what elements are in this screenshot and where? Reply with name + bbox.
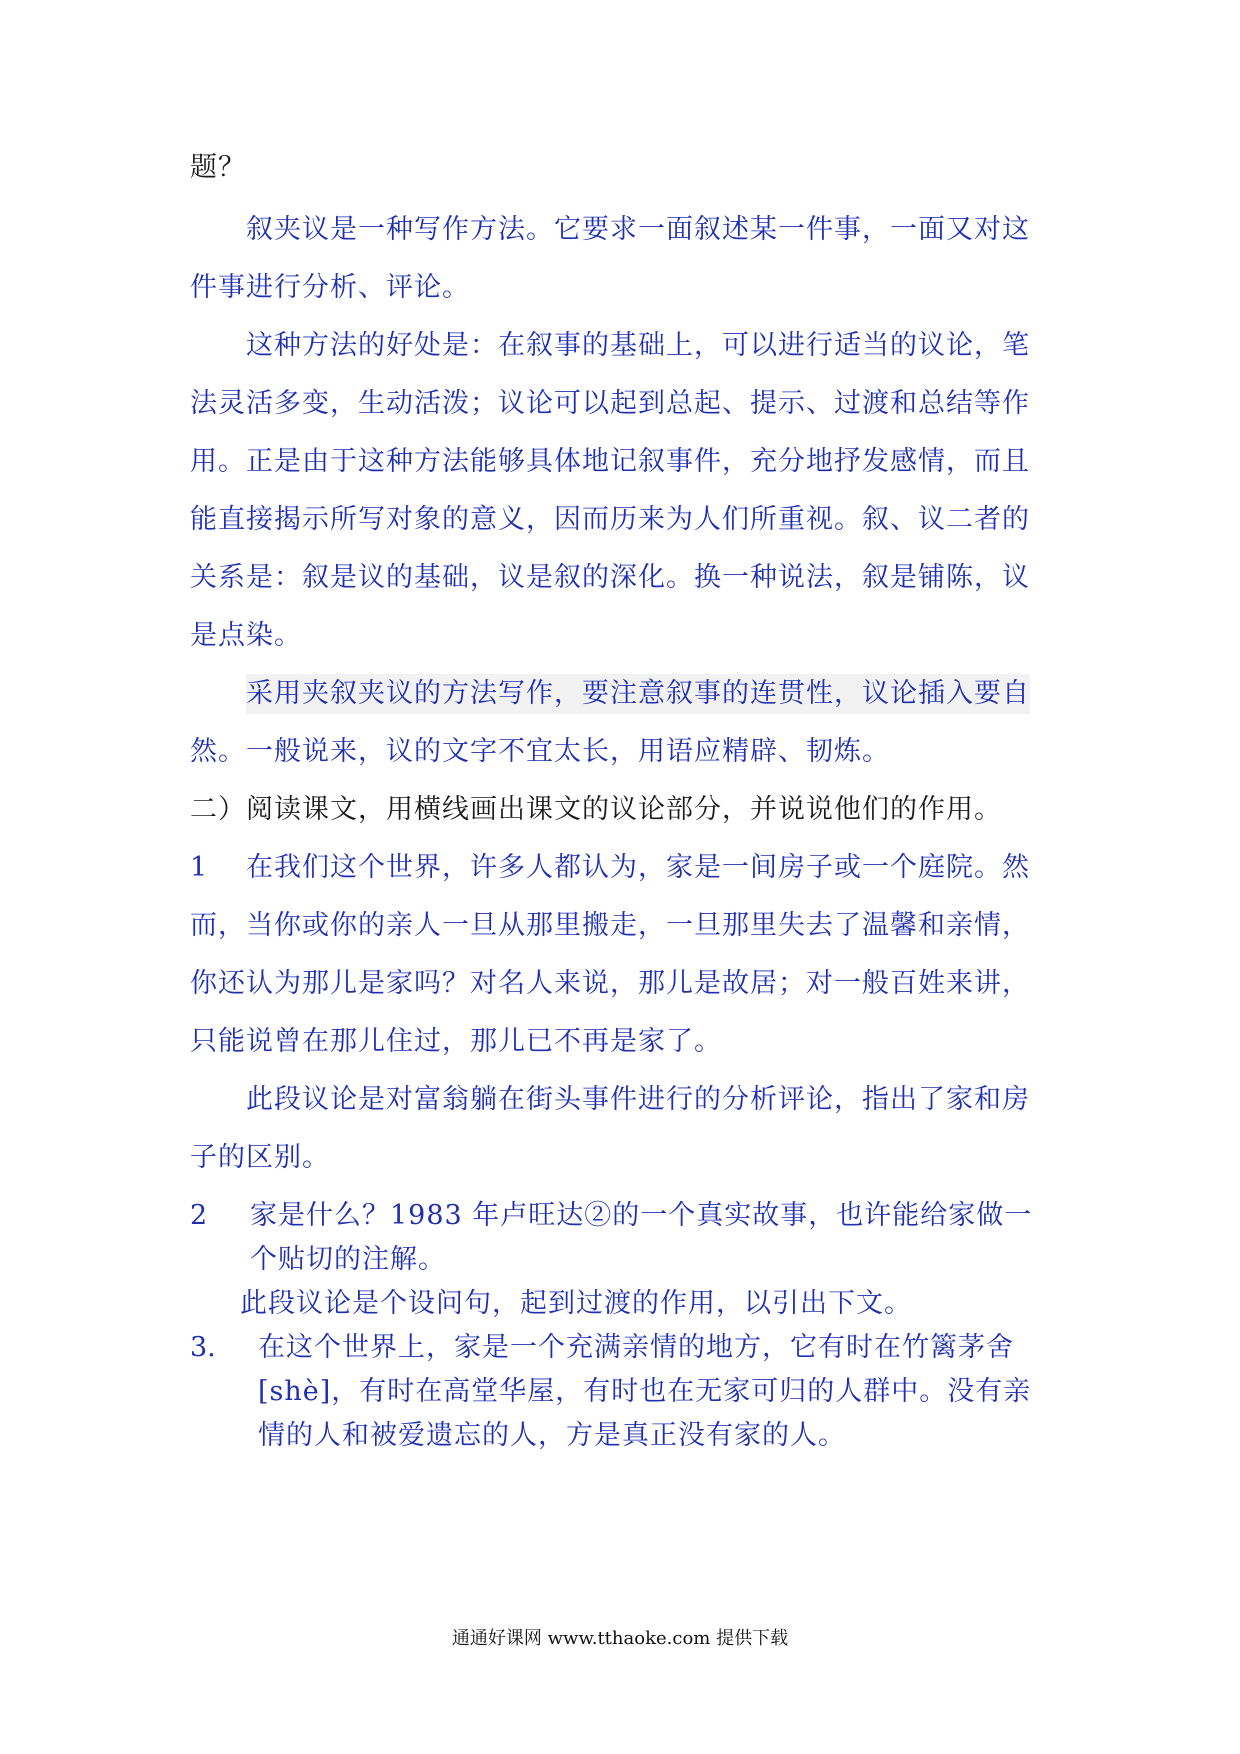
item-3-text-cont: [shè]，有时在高堂华屋，有时也在无家可归的人群中。没有亲 xyxy=(258,1376,1032,1407)
item-1-text-cont: 而，当你或你的亲人一旦从那里搬走，一旦那里失去了温馨和亲情， xyxy=(190,910,1030,941)
item-number-1: 1 xyxy=(190,852,208,883)
item-1-analysis: 此段议论是对富翁躺在街头事件进行的分析评论，指出了家和房 xyxy=(246,1084,1030,1115)
paragraph-advantages-cont: 关系是：叙是议的基础，议是叙的深化。换一种说法，叙是铺陈，议 xyxy=(190,562,1030,593)
item-2-text: 家是什么？1983 年卢旺达②的一个真实故事，也许能给家做一 xyxy=(250,1200,1033,1231)
item-3-text-cont: 情的人和被爱遗忘的人，方是真正没有家的人。 xyxy=(258,1420,846,1451)
item-1-text-cont: 只能说曾在那儿住过，那儿已不再是家了。 xyxy=(190,1026,722,1057)
paragraph-advantages-cont: 是点染。 xyxy=(190,620,302,651)
paragraph-advantages-cont: 用。正是由于这种方法能够具体地记叙事件，充分地抒发感情，而且 xyxy=(190,446,1030,477)
paragraph-attention: 采用夹叙夹议的方法写作，要注意叙事的连贯性，议论插入要自 xyxy=(246,674,1030,714)
section-heading-reading: 二）阅读课文，用横线画出课文的议论部分，并说说他们的作用。 xyxy=(190,794,1002,825)
paragraph-definition: 叙夹议是一种写作方法。它要求一面叙述某一件事，一面又对这 xyxy=(246,214,1030,245)
item-number-2: 2 xyxy=(190,1200,208,1231)
item-1-analysis-cont: 子的区别。 xyxy=(190,1142,330,1173)
item-number-3: 3. xyxy=(190,1332,216,1363)
paragraph-attention-cont xyxy=(190,732,890,772)
item-2-analysis: 此段议论是个设问句，起到过渡的作用，以引出下文。 xyxy=(240,1288,912,1319)
item-3-text: 在这个世界上，家是一个充满亲情的地方，它有时在竹篱茅舍 xyxy=(258,1332,1014,1363)
paragraph-advantages-cont: 能直接揭示所写对象的意义，因而历来为人们所重视。叙、议二者的 xyxy=(190,504,1030,535)
page-footer: 通通好课网 www.tthaoke.com 提供下载 xyxy=(451,1628,789,1649)
paragraph-definition-cont: 件事进行分析、评论。 xyxy=(190,272,470,303)
text-line-continuation: 题？ xyxy=(190,152,246,183)
paragraph-advantages-cont: 法灵活多变，生动活泼；议论可以起到总起、提示、过渡和总结等作 xyxy=(190,388,1030,419)
item-2-text-cont: 个贴切的注解。 xyxy=(250,1244,446,1275)
paragraph-advantages: 这种方法的好处是：在叙事的基础上，可以进行适当的议论，笔 xyxy=(246,330,1030,361)
item-1-text-cont: 你还认为那儿是家吗？对名人来说，那儿是故居；对一般百姓来讲， xyxy=(190,968,1030,999)
paragraph-attention-text: 然。一般说来，议的文字不宜太长，用语应精辟、韧炼。 xyxy=(190,736,890,767)
item-1-text: 在我们这个世界，许多人都认为，家是一间房子或一个庭院。然 xyxy=(246,852,1030,883)
